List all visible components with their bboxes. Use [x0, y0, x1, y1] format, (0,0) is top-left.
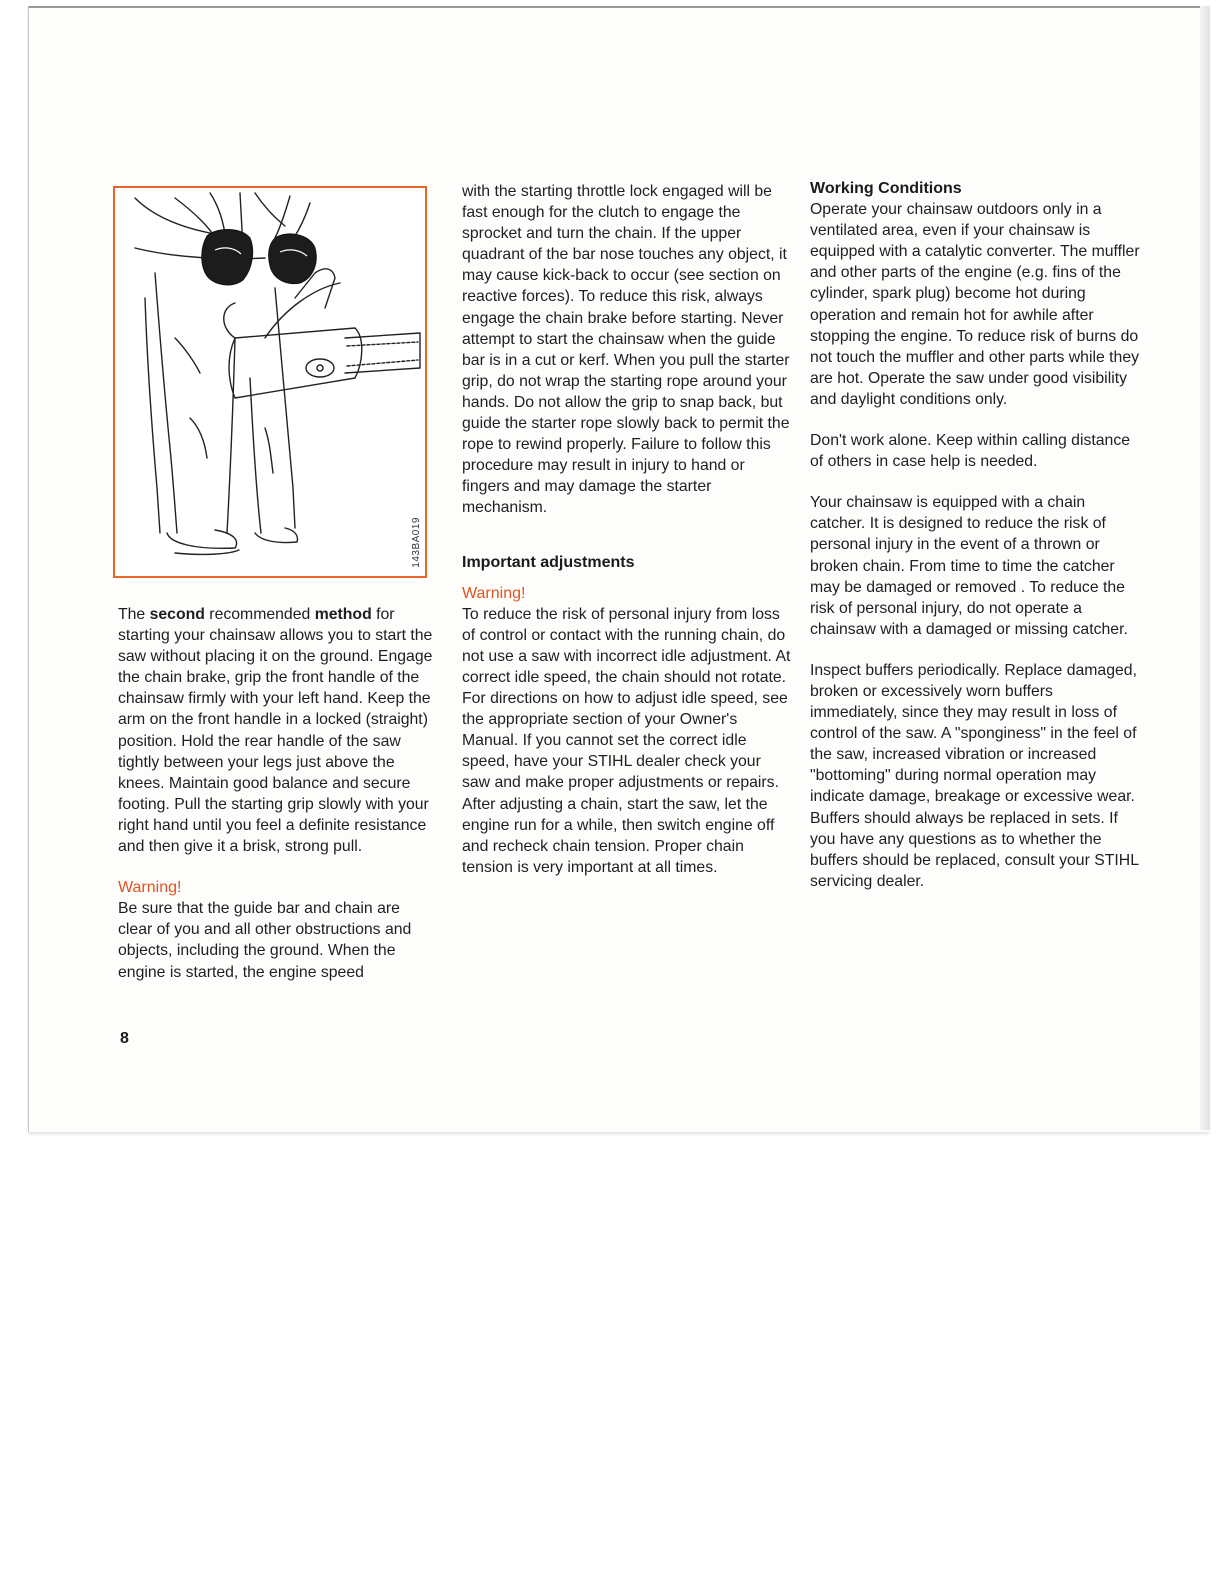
chainsaw-drawing — [115, 188, 425, 576]
page-edge — [1200, 6, 1210, 1130]
figure-code: 143BA019 — [411, 517, 422, 568]
intro-text-mid: recommended — [204, 606, 315, 623]
column-middle — [462, 181, 792, 878]
warning-label: Warning! — [462, 584, 526, 602]
ventilation-paragraph: Operate your chainsaw outdoors only in a ventilated area, even if your chainsaw is equipped with a catalytic converter. The muffler and other parts of the engine (e.g. fins of the cylinder, spark plug) become hot during operation and remain hot for awhile after stopping the engine. To reduce risk of burns do not touch the muffler and other parts while they are hot. Operate the saw under good visibility and daylight conditions only. — [810, 201, 1140, 408]
buffers-paragraph: Inspect buffers periodically. Replace damaged, broken or excessively worn buffers immediately, since they may result in loss of control of the saw. A "sponginess" in the feel of the saw, increased vibration or increased "bottoming" during normal operation may indicate damage, breakage or excessive wear. Buffers should always be replaced in sets. If you have any questions as to whether the buffers should be replaced, consult your STIHL servicing dealer. — [810, 661, 1139, 890]
intro-text-rest: for starting your chainsaw allows you to start the saw without placing it on the ground. Engage the chain brake, grip the front handle of the chainsaw firmly with your left hand. Keep the arm on the front handle in a locked (straight) position. Hold the rear handle of the saw tightly between your legs just above the knees. Maintain good balance and secure footing. Pull the starting grip slowly with your right hand until you feel a definite resistance and then give it a brisk, strong pull. — [118, 606, 433, 856]
warning-text: To reduce the risk of personal injury from loss of control or contact with the running chain, do not use a saw with incorrect idle adjustment. At correct idle speed, the chain should not rotate. For directions on how to adjust idle speed, see the appropriate section of your Owner's Manual. If you cannot set the correct idle speed, have your STIHL dealer check your saw and make proper adjustments or repairs. After adjusting a chain, start the saw, let the engine run for a while, then switch engine off and recheck chain tension. Proper chain tension is very important at all times. — [462, 605, 791, 876]
chain-catcher-paragraph: Your chainsaw is equipped with a chain catcher. It is designed to reduce the risk of personal injury in the event of a thrown or broken chain. From time to time the catcher may be damaged or removed . To reduce the risk of personal injury, do not operate a chainsaw with a damaged or missing catcher. — [810, 494, 1128, 638]
page-number: 8 — [120, 1030, 129, 1047]
column-right — [810, 178, 1140, 892]
warning-text: Be sure that the guide bar and chain are clear of you and all other obstructions and objects, including the ground. When the engine is started, the engine speed — [118, 900, 412, 981]
working-conditions-heading: Working Conditions — [810, 180, 962, 197]
important-adjustments-heading: Important adjustments — [462, 553, 635, 571]
chainsaw-starting-illustration — [113, 186, 427, 578]
intro-bold-second: second — [149, 606, 205, 623]
column-left — [118, 604, 438, 983]
intro-text: The — [118, 606, 150, 623]
warning-label: Warning! — [118, 879, 182, 897]
second-method-paragraph — [118, 604, 438, 857]
work-alone-paragraph: Don't work alone. Keep within calling distance of others in case help is needed. — [810, 432, 1131, 471]
intro-bold-method: method — [314, 606, 372, 623]
continuation-paragraph: with the starting throttle lock engaged will be fast enough for the clutch to engage the sprocket and turn the chain. If the upper quadrant of the bar nose touches any object, it may cause kick-back to occur (see section on reactive forces). To reduce this risk, always engage the chain brake before starting. Never attempt to start the chainsaw when the guide bar is in a cut or kerf. When you pull the starter grip, do not wrap the starting rope around your hands. Do not allow the grip to snap back, but guide the starter rope slowly back to permit the rope to rewind properly. Failure to follow this procedure may result in injury to hand or fingers and may damage the starter mechanism. — [462, 183, 790, 517]
